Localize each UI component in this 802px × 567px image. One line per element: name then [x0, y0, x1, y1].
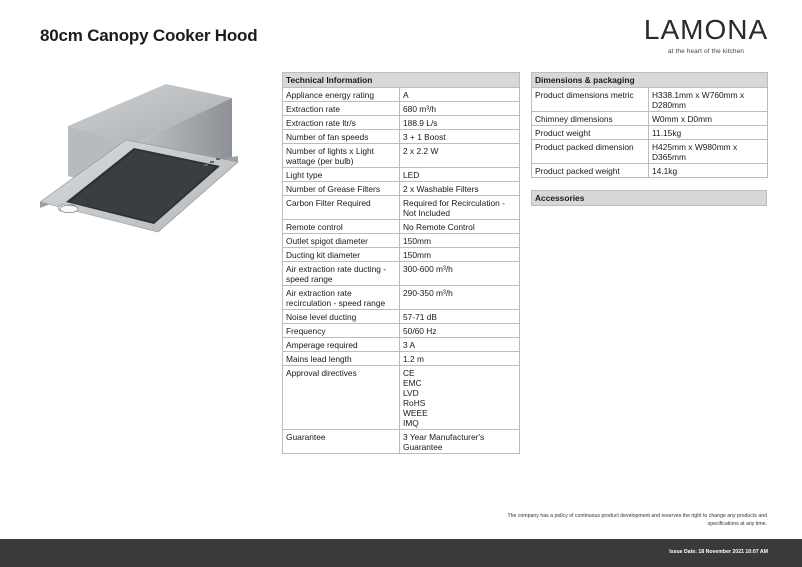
spec-value-line: 150mm	[403, 236, 431, 246]
table-row	[283, 220, 520, 234]
dimension-label: Product packed dimension	[532, 140, 649, 164]
table-row	[283, 430, 520, 454]
table-row	[283, 102, 520, 116]
spec-value-line: 2 x Washable Filters	[403, 184, 479, 194]
spec-value-line: RoHS	[403, 398, 426, 408]
spec-value	[400, 88, 520, 102]
dimension-label: Product packed weight	[532, 164, 649, 178]
spec-label: Noise level ducting	[283, 310, 400, 324]
spec-label: Approval directives	[283, 366, 400, 430]
table-row	[283, 234, 520, 248]
spec-value	[400, 262, 520, 286]
spec-value-line: 57-71 dB	[403, 312, 437, 322]
dimension-value: H338.1mm x W760mm x D280mm	[649, 88, 768, 112]
table-row	[283, 338, 520, 352]
table-row	[283, 248, 520, 262]
spec-value	[400, 286, 520, 310]
spec-value-line: IMQ	[403, 418, 419, 428]
brand-logo	[643, 16, 769, 55]
spec-value-line: EMC	[403, 378, 422, 388]
spec-value-line: A	[403, 90, 409, 100]
spec-label: Air extraction rate ducting - speed range	[283, 262, 400, 286]
spec-value-line: 2 x 2.2 W	[403, 146, 439, 156]
table-row	[283, 352, 520, 366]
technical-info-heading: Technical Information	[283, 73, 520, 88]
spec-value	[400, 196, 520, 220]
dimension-label: Chimney dimensions	[532, 112, 649, 126]
brand-name: LAMONA	[643, 14, 769, 45]
accessories-heading: Accessories	[532, 191, 767, 206]
dimensions-table	[531, 72, 768, 178]
spec-value-line: 300-600 m³/h	[403, 264, 453, 274]
spec-value-line: 3 Year Manufacturer's Guarantee	[403, 432, 485, 452]
spec-label: Frequency	[283, 324, 400, 338]
spec-value	[400, 102, 520, 116]
table-row	[532, 126, 768, 140]
spec-value-line: 50/60 Hz	[403, 326, 437, 336]
spec-value-line: Required for Recirculation - Not Included	[403, 198, 505, 218]
cooker-hood-image	[36, 76, 258, 236]
table-row	[283, 324, 520, 338]
table-row	[532, 88, 768, 112]
spec-value-line: WEEE	[403, 408, 428, 418]
table-row	[532, 112, 768, 126]
dimension-value: 11.15kg	[649, 126, 768, 140]
table-row	[283, 310, 520, 324]
spec-value-line: 3 + 1 Boost	[403, 132, 446, 142]
brand-tagline: at the heart of the kitchen	[667, 48, 745, 55]
dimension-label: Product weight	[532, 126, 649, 140]
table-row	[532, 140, 768, 164]
spec-label: Remote control	[283, 220, 400, 234]
spec-value	[400, 248, 520, 262]
spec-value-line: 1.2 m	[403, 354, 424, 364]
spec-value	[400, 182, 520, 196]
spec-label: Extraction rate	[283, 102, 400, 116]
spec-label: Extraction rate ltr/s	[283, 116, 400, 130]
table-row	[283, 88, 520, 102]
spec-label: Outlet spigot diameter	[283, 234, 400, 248]
spec-value	[400, 430, 520, 454]
spec-value	[400, 220, 520, 234]
spec-value	[400, 338, 520, 352]
table-row	[283, 116, 520, 130]
spec-value	[400, 352, 520, 366]
dimension-label: Product dimensions metric	[532, 88, 649, 112]
spec-label: Ducting kit diameter	[283, 248, 400, 262]
footer-bar	[0, 539, 802, 567]
table-row	[283, 366, 520, 430]
disclaimer-text: The company has a policy of continuous product development and reserves the right to change any products and specifications at any time.	[507, 513, 767, 527]
table-row	[283, 144, 520, 168]
table-row	[283, 262, 520, 286]
dimension-value: 14.1kg	[649, 164, 768, 178]
table-row	[283, 168, 520, 182]
spec-label: Air extraction rate recirculation - speed range	[283, 286, 400, 310]
spec-label: Carbon Filter Required	[283, 196, 400, 220]
table-row	[283, 286, 520, 310]
spec-label: Number of Grease Filters	[283, 182, 400, 196]
dimension-value: H425mm x W980mm x D365mm	[649, 140, 768, 164]
table-row	[283, 130, 520, 144]
spec-value	[400, 324, 520, 338]
spec-value-line: 680 m³/h	[403, 104, 437, 114]
issue-date: Issue Date: 18 November 2021 10:07 AM	[669, 549, 768, 555]
page-title: 80cm Canopy Cooker Hood	[40, 26, 258, 45]
spec-value-line: CE	[403, 368, 415, 378]
spec-value	[400, 168, 520, 182]
spec-label: Mains lead length	[283, 352, 400, 366]
spec-value-line: LED	[403, 170, 420, 180]
dimension-value: W0mm x D0mm	[649, 112, 768, 126]
technical-info-table	[282, 72, 520, 454]
spec-value	[400, 366, 520, 430]
spec-label: Number of lights x Light wattage (per bulb)	[283, 144, 400, 168]
dimensions-heading: Dimensions & packaging	[532, 73, 768, 88]
spec-value-line: 188.9 L/s	[403, 118, 438, 128]
table-row	[532, 164, 768, 178]
spec-value-line: LVD	[403, 388, 419, 398]
spec-value	[400, 144, 520, 168]
spec-label: Amperage required	[283, 338, 400, 352]
spec-value-line: 3 A	[403, 340, 416, 350]
accessories-table	[531, 190, 767, 206]
table-row	[283, 196, 520, 220]
spec-value	[400, 130, 520, 144]
spec-label: Number of fan speeds	[283, 130, 400, 144]
spec-value	[400, 234, 520, 248]
spec-value-line: 290-350 m³/h	[403, 288, 453, 298]
spec-label: Appliance energy rating	[283, 88, 400, 102]
table-row	[283, 182, 520, 196]
spec-value-line: No Remote Control	[403, 222, 475, 232]
spec-label: Guarantee	[283, 430, 400, 454]
spec-value	[400, 116, 520, 130]
spec-value-line: 150mm	[403, 250, 431, 260]
spec-value	[400, 310, 520, 324]
spec-label: Light type	[283, 168, 400, 182]
